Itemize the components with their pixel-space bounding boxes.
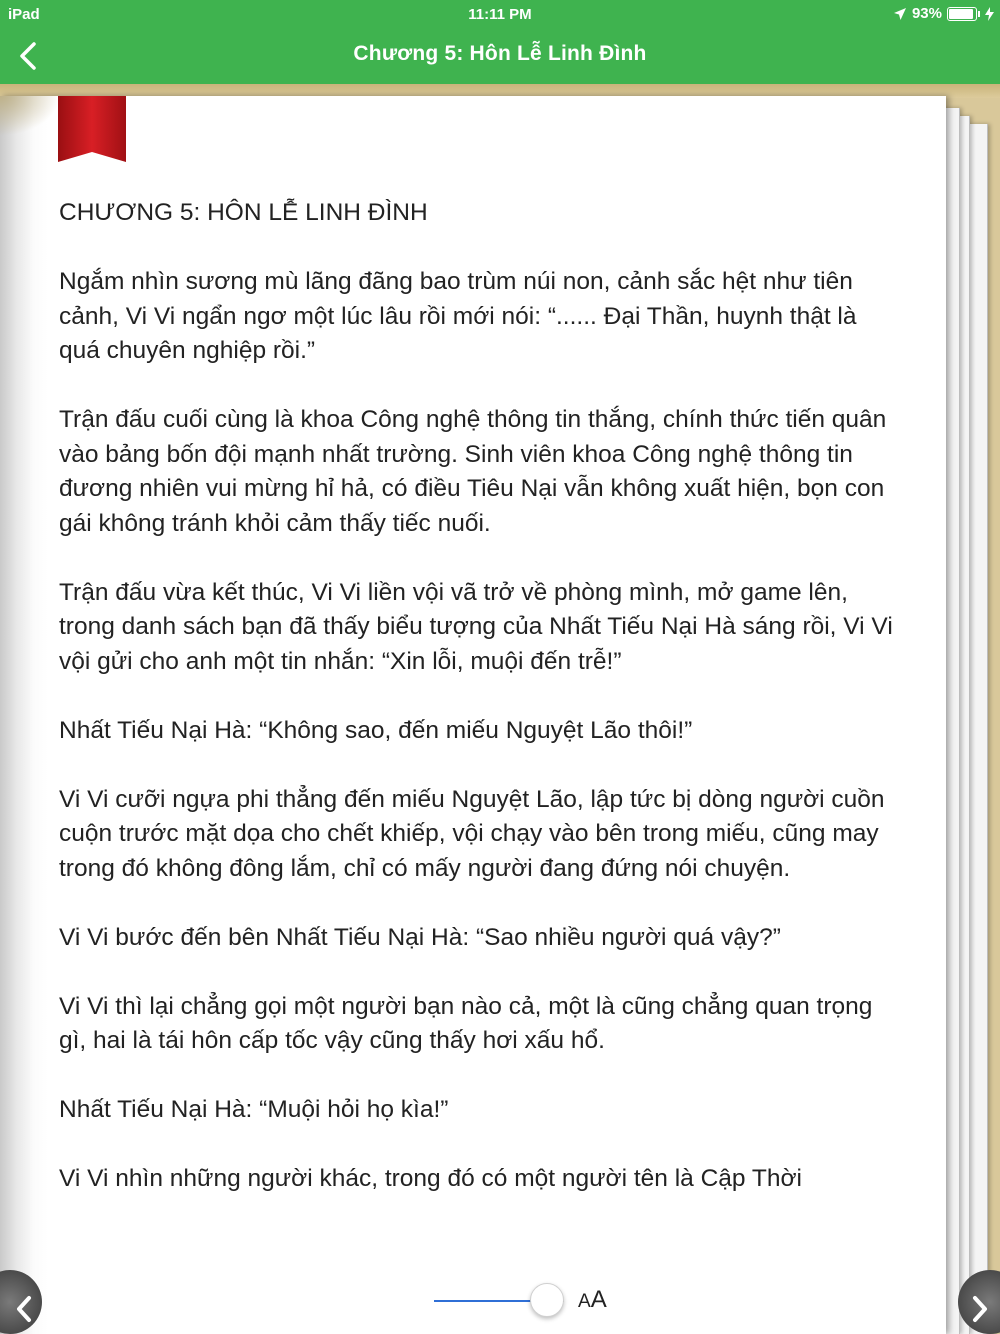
battery-icon [947,7,977,21]
status-bar [0,0,1000,28]
paragraph: Vi Vi cưỡi ngựa phi thẳng đến miếu Nguyệt Lão, lập tức bị dòng người cuồn cuộn trước mặt dọa cho chết khiếp, vội chạy vào bên trong miếu, cũng may trong đó không đông lắm, chỉ có mấy người đang đứng nói chuyện. [59,785,885,882]
nav-bar [0,28,1000,84]
paragraph: Trận đấu vừa kết thúc, Vi Vi liền vội vã trở về phòng mình, mở game lên, trong danh sách bạn đã thấy biểu tượng của Nhất Tiếu Nại Hà sáng rồi, Vi Vi vội gửi cho anh một tin nhắn: “Xin lỗi, muội đến trễ!” [59,578,893,675]
status-right [893,5,994,22]
status-time: 11:11 PM [468,6,532,23]
top-bar [0,0,1000,84]
paragraph: Vi Vi thì lại chẳng gọi một người bạn nào cả, một là cũng chẳng quan trọng gì, hai là tái hôn cấp tốc vậy cũng thấy hơi xấu hổ. [59,992,873,1054]
location-arrow-icon [893,7,907,21]
paragraph: Trận đấu cuối cùng là khoa Công nghệ thông tin thắng, chính thức tiến quân vào bảng bốn đội mạnh nhất trường. Sinh viên khoa Công nghệ thông tin đương nhiên vui mừng hỉ hả, có điều Tiêu Nại vẫn không xuất hiện, bọn con gái không tránh khỏi cảm thấy tiếc nuối. [59,406,887,537]
battery-tip [978,11,980,17]
chapter-heading: CHƯƠNG 5: HÔN LỄ LINH ĐÌNH [59,199,428,226]
chevron-right-icon [969,1294,991,1324]
battery-fill [949,9,973,19]
page-corner-shadow [0,96,60,136]
battery-percent: 93% [911,5,942,22]
charging-bolt-icon [985,7,994,21]
font-size-small-label: A [578,1291,591,1312]
book-page[interactable] [0,96,946,1334]
device-name: iPad [8,6,40,23]
paragraph: Vi Vi nhìn những người khác, trong đó có một người tên là Cập Thời [59,1165,802,1192]
font-size-button[interactable] [578,1286,607,1314]
chapter-content [59,196,899,1226]
page-title: Chương 5: Hôn Lễ Linh Đình [353,42,647,65]
font-size-slider[interactable] [434,1280,564,1320]
paragraph: Vi Vi bước đến bên Nhất Tiếu Nại Hà: “Sao nhiều người quá vậy?” [59,923,781,951]
paragraph: Ngắm nhìn sương mù lãng đãng bao trùm núi non, cảnh sắc hệt như tiên cảnh, Vi Vi ngẩn ngơ một lúc lâu rồi mới nói: “...... Đại Thần, huynh thật là quá chuyên nghiệp rồi.” [59,268,857,364]
slider-track-filled [434,1300,534,1302]
page-curl-shadow [0,96,48,1334]
slider-thumb[interactable] [530,1283,564,1317]
bookmark-ribbon-icon[interactable] [58,96,126,164]
chevron-left-icon [13,1294,35,1324]
paragraph: Nhất Tiếu Nại Hà: “Không sao, đến miếu Nguyệt Lão thôi!” [59,716,693,744]
paragraph: Nhất Tiếu Nại Hà: “Muội hỏi họ kìa!” [59,1096,449,1123]
font-size-large-label: A [590,1286,607,1313]
